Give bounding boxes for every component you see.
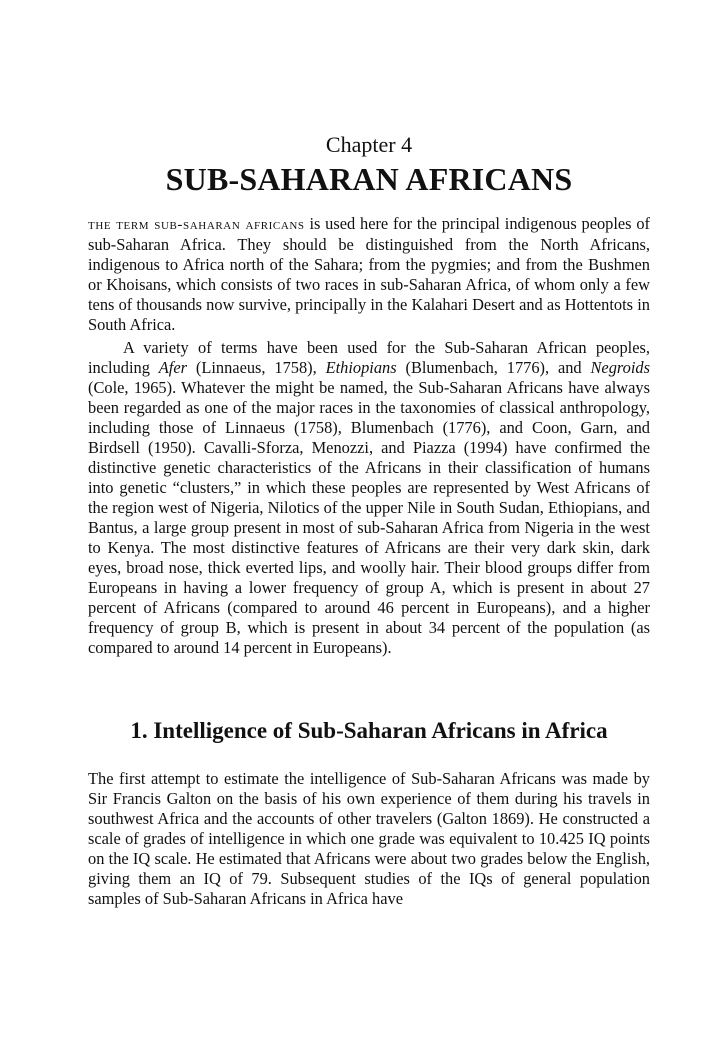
chapter-title: SUB-SAHARAN AFRICANS <box>165 161 573 197</box>
paragraph-terms-seg3: (Blumenbach, 1776), and <box>396 358 591 377</box>
chapter-label: Chapter 4 <box>325 132 413 157</box>
paragraph-galton <box>88 769 650 909</box>
paragraph-galton-text: The first attempt to estimate the intelligence of Sub-Saharan Africans was made by Sir Francis Galton on the basis of his own experience of them during his travels in southwest Africa and the accounts of other travelers (Galton 1869). He constructed a scale of grades of intelligence in which one grade was equivalent to 10.425 IQ points on the IQ scale. He estimated that Africans were about two grades below the English, giving them an IQ of 79. Subsequent studies of the IQs of general population samples of Sub-Saharan Africans in Africa have <box>88 769 650 908</box>
term-negroids: Negroids <box>590 358 650 377</box>
term-afer: Afer <box>158 358 188 377</box>
section-heading: 1. Intelligence of Sub-Saharan Africans in Africa <box>130 718 608 743</box>
paragraph-terms <box>88 338 650 658</box>
paragraph-terms-seg1: A variety of terms have been used for the Sub-Saharan African peoples, including <box>88 338 650 377</box>
paragraph-intro <box>88 214 650 335</box>
paragraph-intro-text: is used here for the principal indigenous peoples of sub-Saharan Africa. They should be distinguished from the North Africans, indigenous to Africa north of the Sahara; from the pygmies; and from the Bushmen or Khoisans, which consists of two races in sub-Saharan Africa, of whom only a few tens of thousands now survive, principally in the Kalahari Desert and as Hottentots in South Africa. <box>88 214 651 334</box>
lead-smallcaps: the term sub-saharan africans <box>88 217 305 233</box>
paragraph-terms-seg2: (Linnaeus, 1758), <box>187 358 326 377</box>
term-ethiopians: Ethiopians <box>325 358 397 377</box>
paragraph-terms-seg4: (Cole, 1965). Whatever the might be named, the Sub-Saharan Africans have always been regarded as one of the major races in the taxonomies of classical anthropology, including those of Linnaeus (1758), Blumenbach (1776), and Coon, Garn, and Birdsell (1950). Cavalli-Sforza, Menozzi, and Piazza (1994) have confirmed the distinctive genetic characteristics of the Africans in their classification of humans into genetic “clusters,” in which these peoples are represented by West Africans of the region west of Nigeria, Nilotics of the upper Nile in South Sudan, Ethiopians, and Bantus, a large group present in most of sub-Saharan Africa from Nigeria in the west to Kenya. The most distinctive features of Africans are their very dark skin, dark eyes, broad nose, thick everted lips, and woolly hair. Their blood groups differ from Europeans in having a lower frequency of group A, which is present in about 27 percent of Africans (compared to around 46 percent in Europeans), and a higher frequency of group B, which is present in about 34 percent of the population (as compared to around 14 percent in Europeans). <box>88 378 650 657</box>
